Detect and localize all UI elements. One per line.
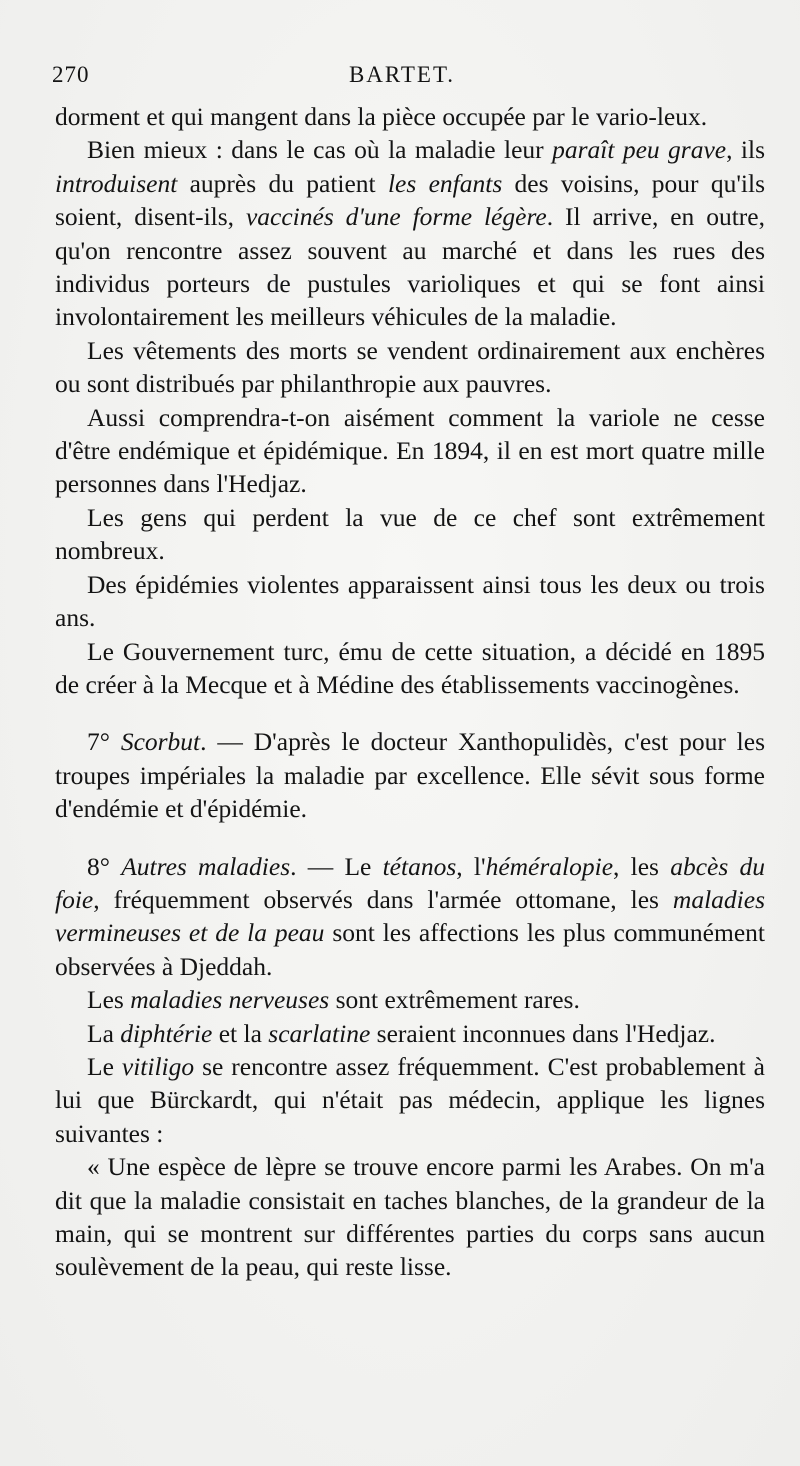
paragraph: [55, 501, 765, 568]
text-run: Des épidémies violentes apparaissent ainsi tous les deux ou trois ans.: [55, 569, 765, 633]
body-text: [55, 100, 765, 1284]
italic-text: introduisent: [55, 168, 178, 198]
italic-text: héméralopie: [485, 851, 614, 881]
text-run: se rencontre assez fréquemment. C'est probablement à lui que Bürckardt, qui n'était pas médecin, applique les lignes suivantes :: [55, 1051, 765, 1148]
text-run: . — D'après le docteur Xanthopulidès, c'est pour les troupes impériales la maladie par excellence. Elle sévit sous forme d'endémie et d'épidémie.: [55, 727, 765, 824]
text-run: , les: [613, 851, 671, 881]
italic-text: maladies vermineuses et de la peau: [55, 884, 765, 948]
text-run: Les vêtements des morts se vendent ordinairement aux enchères ou sont distribués par philanthropie aux pauvres.: [55, 335, 765, 399]
paragraph: [55, 1050, 765, 1150]
text-run: . Il arrive, en outre, qu'on rencontre assez souvent au marché et dans les rues des individus porteurs de pustules varioliques et qui se font ainsi involontairement les meilleurs véhicules de la maladie.: [55, 202, 765, 332]
italic-text: scarlatine: [268, 1018, 371, 1048]
paragraph: [55, 100, 765, 133]
text-run: 8°: [87, 851, 122, 881]
paragraph: [55, 133, 765, 333]
italic-text: tétanos: [382, 851, 457, 881]
paragraph: [55, 1017, 765, 1050]
text-run: « Une espèce de lèpre se trouve encore parmi les Arabes. On m'a dit que la maladie consistait en taches blanches, de la grandeur de la main, qui se montrent sur différentes parties du corps sans aucun soulèvement de la peau, qui reste lisse.: [55, 1152, 765, 1282]
text-run: , fréquemment observés dans l'armée ottomane, les: [93, 884, 673, 914]
paragraph: [55, 635, 765, 702]
italic-text: Autres maladies: [121, 851, 291, 881]
text-run: Les gens qui perdent la vue de ce chef sont extrêmement nombreux.: [55, 502, 765, 566]
text-run: Les: [87, 985, 131, 1015]
italic-text: diphtérie: [120, 1018, 213, 1048]
text-run: 7°: [87, 727, 121, 757]
text-run: auprès du patient: [177, 168, 388, 198]
paragraph: [55, 568, 765, 635]
italic-text: vitiligo: [121, 1051, 195, 1081]
text-run: dorment et qui mangent dans la pièce occupée par le vario-leux.: [55, 102, 708, 131]
paragraph: [55, 334, 765, 401]
paragraph: [55, 1150, 765, 1284]
text-run: . — Le: [290, 851, 383, 881]
text-run: sont les affections les plus communément observées à Djeddah.: [55, 918, 765, 981]
italic-text: Scorbut: [120, 727, 201, 757]
page-number: 270: [52, 62, 90, 87]
paragraph: [55, 983, 765, 1016]
italic-text: abcès du foie: [55, 851, 765, 914]
paragraph: [55, 725, 765, 825]
text-run: , ils: [726, 135, 765, 165]
italic-text: paraît peu grave: [552, 135, 727, 165]
text-run: , l': [456, 851, 486, 881]
text-run: sont extrêmement rares.: [329, 985, 580, 1015]
paragraph: [55, 401, 765, 501]
italic-text: les enfants: [387, 168, 503, 198]
text-run: Bien mieux : dans le cas où la maladie leur: [87, 135, 553, 165]
text-run: Le: [87, 1051, 122, 1081]
italic-text: maladies nerveuses: [130, 985, 330, 1015]
running-title: BARTET.: [348, 62, 456, 87]
text-run: La: [87, 1018, 121, 1048]
page-header: [52, 62, 752, 92]
text-run: des voisins, pour qu'ils soient, disent-ils,: [55, 168, 765, 232]
paragraph: [55, 850, 765, 984]
text-run: et la: [212, 1018, 269, 1048]
italic-text: vaccinés d'une forme légère: [245, 202, 547, 232]
text-run: seraient inconnues dans l'Hedjaz.: [370, 1018, 716, 1048]
text-run: Aussi comprendra-t-on aisément comment la variole ne cesse d'être endémique et épidémique. En 1894, il en est mort quatre mille personnes dans l'Hedjaz.: [55, 402, 765, 499]
text-run: Le Gouvernement turc, ému de cette situation, a décidé en 1895 de créer à la Mecque et à Médine des établissements vaccinogènes.: [55, 636, 765, 699]
